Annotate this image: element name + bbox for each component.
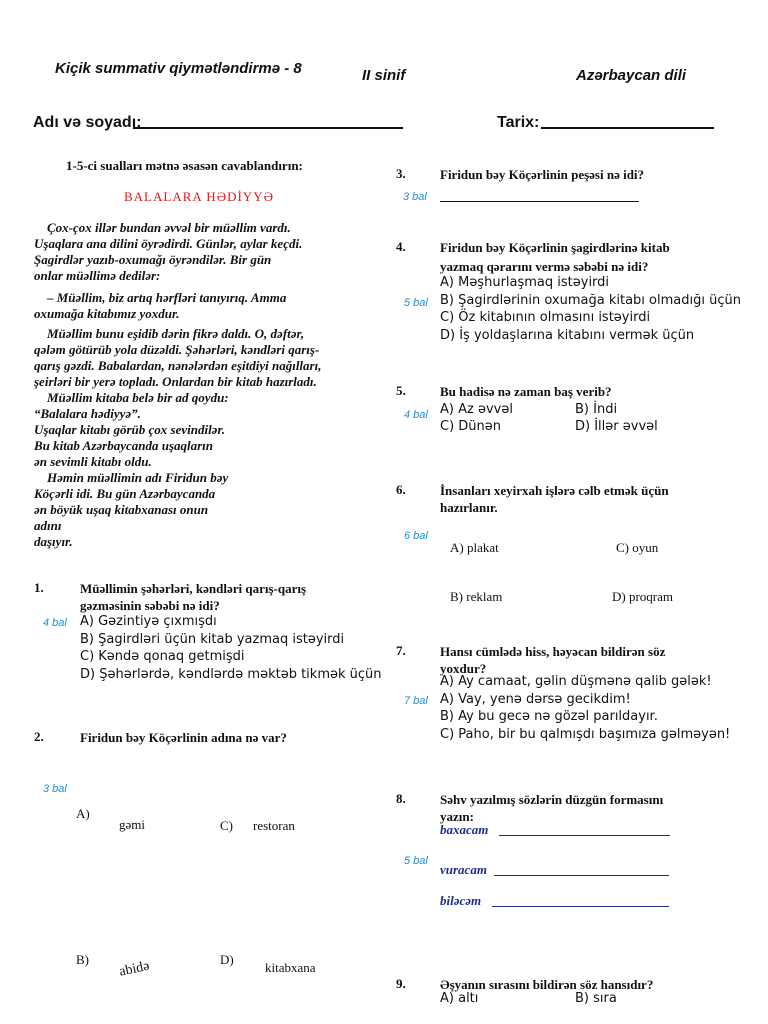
q9-option-b[interactable]: B) sıra [575, 991, 617, 1006]
story-title: BALALARA HƏDİYYƏ [124, 189, 274, 204]
q8-word-2: vuracam [440, 862, 487, 877]
q4-text: Firidun bəy Köçərlinin şagirdlərinə kitab yazmaq qərarını vermə səbəbi nə idi? [440, 240, 670, 274]
story-line: Köçərli idi. Bu gün Azərbaycanda [34, 486, 216, 501]
q5-text: Bu hadisə nə zaman baş verib? [440, 384, 612, 399]
q1-text: Müəllimin şəhərləri, kəndləri qarış-qarış gəzməsinin səbəbi nə idi? [80, 581, 307, 613]
story-line: ən böyük uşaq kitabxanası onun [34, 502, 209, 517]
option[interactable]: D) İş yoldaşlarına kitabını vermək üçün [440, 327, 695, 343]
date-field[interactable] [541, 127, 714, 129]
q1-number: 1. [34, 580, 44, 595]
q8-number: 8. [396, 791, 406, 806]
q6-option-c[interactable]: C) oyun [616, 540, 659, 555]
story-line: daşıyır. [34, 534, 73, 549]
q1-points: 4 bal [43, 617, 67, 629]
q9-text: Əşyanın sırasını bildirən söz hansıdır? [440, 977, 654, 992]
q1-options [80, 613, 382, 683]
q6-option-b[interactable]: B) reklam [450, 589, 503, 604]
date-label: Tarix: [497, 114, 540, 131]
subject-label: Azərbaycan dili [576, 67, 687, 84]
story-text [34, 220, 379, 550]
q5-number: 5. [396, 383, 406, 398]
option[interactable]: C) Kəndə qonaq getmişdi [80, 649, 245, 664]
story-line: Çox-çox illər bundan əvvəl bir müəllim vardı. [34, 220, 291, 235]
grade-label: II sinif [362, 67, 406, 84]
option[interactable]: A) Gəzintiyə çıxmışdı [80, 614, 217, 629]
q3-number: 3. [396, 166, 406, 181]
q8-points: 5 bal [404, 855, 428, 867]
q5-option-a[interactable]: A) Az əvvəl [440, 402, 513, 417]
q7-text: Hansı cümlədə hiss, həyəcan bildirən söz yoxdur? [440, 644, 666, 676]
option[interactable]: A) Ay camaat, gəlin düşmənə qalib gələk! [440, 674, 712, 689]
story-line: – Müəllim, biz artıq hərfləri tanıyırıq. Amma [34, 290, 287, 305]
q8-answer-line-3[interactable] [492, 906, 669, 907]
option[interactable]: A) Məşhurlaşmaq istəyirdi [440, 275, 610, 290]
q6-text: İnsanları xeyirxah işlərə cəlb etmək üçün hazırlanır. [440, 483, 669, 515]
q2-points: 3 bal [43, 783, 67, 795]
q7-options [440, 673, 730, 743]
q2-option-b-label[interactable]: B) [76, 952, 89, 967]
q2-option-a: gəmi [119, 817, 145, 832]
q6-points: 6 bal [404, 530, 428, 542]
q5-option-d[interactable]: D) İllər əvvəl [575, 419, 658, 434]
name-label: Adı və soyadı: [33, 114, 142, 131]
story-line: Uşaqlar kitabı görüb çox sevindilər. [34, 422, 226, 437]
q2-number: 2. [34, 729, 44, 744]
q4-points: 5 bal [404, 297, 428, 309]
story-line: Şagirdlər yazıb-oxumağı öyrəndilər. Bir gün [34, 252, 272, 267]
option[interactable]: B) Şagirdlərinin oxumağa kitabı olmadığı üçün [440, 292, 741, 308]
option[interactable]: C) Öz kitabının olmasını istəyirdi [440, 310, 651, 325]
q7-points: 7 bal [404, 695, 428, 707]
story-line: adını [34, 518, 62, 533]
q6-number: 6. [396, 482, 406, 497]
story-line: Bu kitab Azərbaycanda uşaqların [34, 438, 214, 453]
test-title: Kiçik summativ qiymətləndirmə - 8 [55, 60, 302, 77]
q3-text: Firidun bəy Köçərlinin peşəsi nə idi? [440, 167, 645, 182]
q6-option-d[interactable]: D) proqram [612, 589, 674, 604]
story-line: onlar müəllimə dedilər: [34, 268, 161, 283]
q4-number: 4. [396, 239, 406, 254]
q9-option-a[interactable]: A) altı [440, 991, 479, 1006]
q8-word-1: baxacam [440, 822, 489, 837]
q2-option-a-label[interactable]: A) [76, 806, 90, 821]
name-field[interactable] [133, 127, 403, 129]
option[interactable]: B) Şagirdləri üçün kitab yazmaq istəyirdi [80, 631, 345, 647]
q2-option-d: kitabxana [265, 960, 316, 975]
q2-option-c: restoran [253, 818, 295, 833]
q7-number: 7. [396, 643, 406, 658]
option[interactable]: C) Paho, bir bu qalmışdı başımıza gəlməyən! [440, 726, 731, 742]
q2-option-d-label[interactable]: D) [220, 952, 234, 967]
story-line: qələm götürüb yola düzəldi. Şəhərləri, kəndləri qarış- [34, 342, 320, 357]
option[interactable]: B) Ay bu gecə nə gözəl parıldayır. [440, 709, 658, 724]
q3-answer-line[interactable] [440, 201, 639, 202]
q8-answer-line-1[interactable] [499, 835, 670, 836]
story-line: Həmin müəllimin adı Firidun bəy [34, 470, 229, 485]
q2-option-b: abidə [118, 958, 151, 980]
q8-word-3: biləcəm [440, 893, 482, 908]
q4-options [440, 274, 741, 344]
q8-text: Səhv yazılmış sözlərin düzgün formasını yazın: [440, 792, 664, 824]
option[interactable]: A) Vay, yenə dərsə gecikdim! [440, 691, 631, 707]
q3-points: 3 bal [403, 191, 427, 203]
story-line: ən sevimli kitabı oldu. [34, 454, 152, 469]
story-line: şeirləri bir yerə topladı. Onlardan bir kitab hazırladı. [34, 374, 317, 389]
q6-option-a[interactable]: A) plakat [450, 540, 499, 555]
story-line: Müəllim kitaba belə bir ad qoydu: [34, 390, 229, 405]
q2-text: Firidun bəy Köçərlinin adına nə var? [80, 730, 287, 745]
option[interactable]: D) Şəhərlərdə, kəndlərdə məktəb tikmək üçün [80, 666, 382, 682]
story-line: “Balalara hədiyyə”. [34, 406, 141, 421]
q5-option-b[interactable]: B) İndi [575, 402, 618, 417]
story-line: qarış gəzdi. Babalardan, nənələrdən eşitdiyi nağılları, [34, 358, 322, 373]
story-line: Uşaqlara ana dilini öyrədirdi. Günlər, aylar keçdi. [34, 236, 303, 251]
q5-option-c[interactable]: C) Dünən [440, 419, 502, 434]
instruction: 1-5-ci sualları mətnə əsasən cavablandırın: [66, 158, 303, 173]
q5-points: 4 bal [404, 409, 428, 421]
q8-answer-line-2[interactable] [494, 875, 669, 876]
q9-number: 9. [396, 976, 406, 991]
story-line: oxumağa kitabımız yoxdur. [34, 306, 180, 321]
q2-option-c-label[interactable]: C) [220, 818, 233, 833]
story-line: Müəllim bunu eşidib dərin fikrə daldı. O, dəftər, [34, 326, 305, 341]
